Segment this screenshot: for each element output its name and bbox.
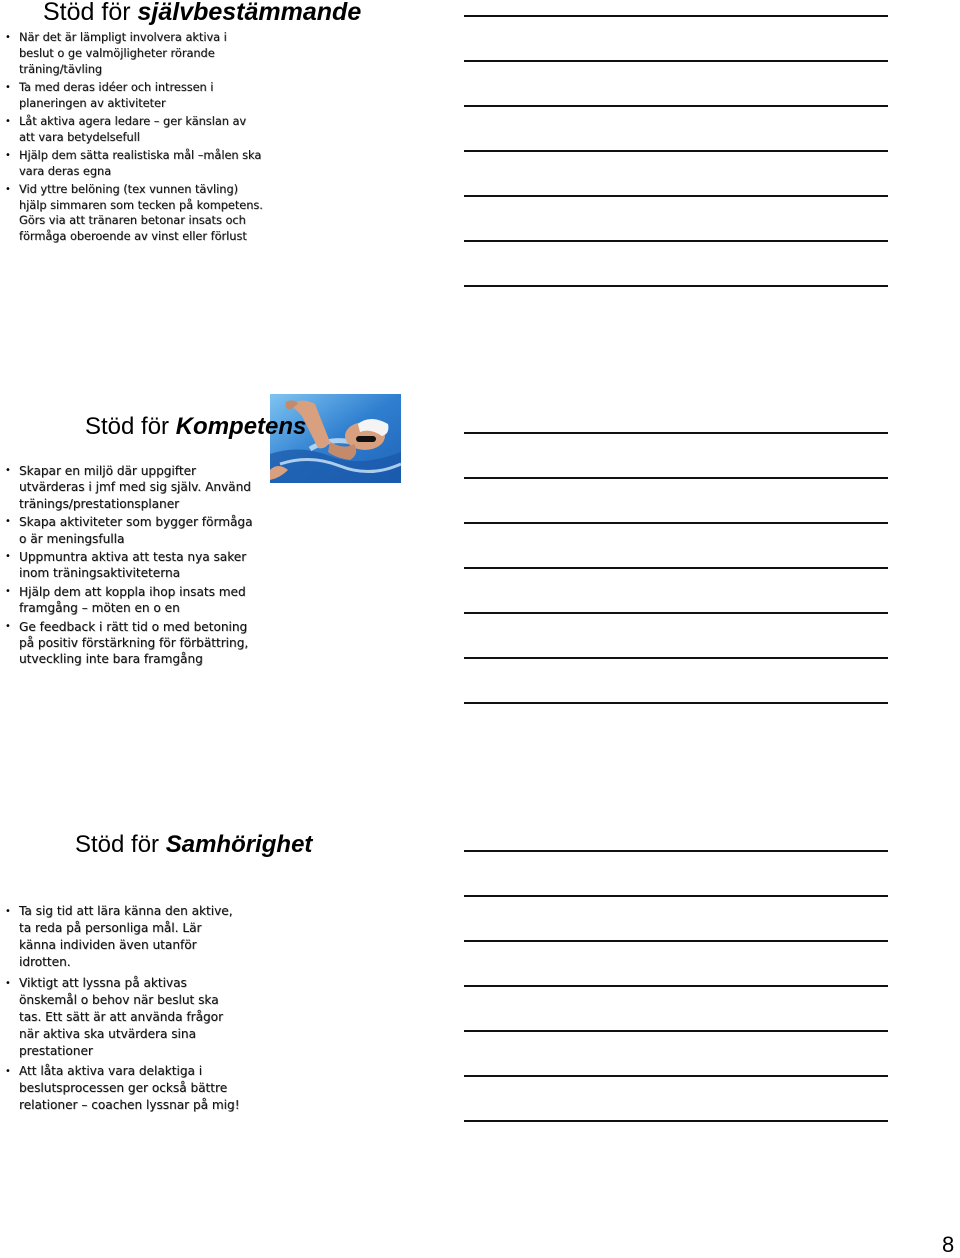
note-line (464, 240, 888, 242)
note-line (464, 940, 888, 942)
bullet-item: • Hjälp dem att koppla ihop insats med framgång – möten en o en (0, 584, 262, 617)
note-line (464, 1120, 888, 1122)
slide-samhorighet (0, 0, 460, 1150)
bullet-item: • Skapar en miljö där uppgifter utvärderas i jmf med sig själv. Använd tränings/prestationsplaner (0, 463, 262, 512)
bullet-item: • Ge feedback i rätt tid o med betoning på positiv förstärkning för förbättring, utveckling inte bara framgång (0, 619, 262, 668)
bullet-item: • När det är lämpligt involvera aktiva i beslut o ge valmöjligheter rörande träning/tävling (0, 30, 264, 77)
bullet-item: • Skapa aktiviteter som bygger förmåga o är meningsfulla (0, 514, 262, 547)
slide-title-prefix: Stöd för (43, 0, 138, 26)
slide-title-emphasis: Samhörighet (165, 831, 313, 858)
bullet-item: • Viktigt att lyssna på aktivas önskemål o behov när beslut ska tas. Ett sätt är att använda frågor när aktiva ska utvärdera sina prestationer (0, 975, 240, 1060)
slide-title (75, 831, 312, 859)
slide-title-emphasis: självbestämmande (137, 0, 362, 26)
note-line (464, 850, 888, 852)
note-line (464, 1030, 888, 1032)
note-line (464, 1075, 888, 1077)
note-line (464, 985, 888, 987)
bullet-item: • Att låta aktiva vara delaktiga i beslutsprocessen ger också bättre relationer – coachen lyssnar på mig! (0, 1063, 240, 1114)
bullet-list (0, 903, 240, 1118)
bullet-item: • Låt aktiva agera ledare – ger känslan av att vara betydelsefull (0, 114, 264, 146)
slide-title-prefix: Stöd för (75, 831, 166, 858)
slide-title-emphasis: Kompetens (175, 413, 307, 440)
note-line (464, 612, 888, 614)
note-line (464, 567, 888, 569)
note-line (464, 432, 888, 434)
bullet-item: • Vid yttre belöning (tex vunnen tävling) hjälp simmaren som tecken på kompetens. Görs via att tränaren betonar insats och förmåga oberoende av vinst eller förlust (0, 182, 264, 245)
note-line (464, 195, 888, 197)
page-number: 8 (942, 1232, 955, 1257)
note-line (464, 477, 888, 479)
note-line (464, 150, 888, 152)
note-line (464, 657, 888, 659)
slide-title-prefix: Stöd för (85, 413, 176, 440)
bullet-item: • Ta med deras idéer och intressen i planeringen av aktiviteter (0, 80, 264, 112)
bullet-item: • Hjälp dem sätta realistiska mål –målen ska vara deras egna (0, 148, 264, 180)
note-line (464, 285, 888, 287)
bullet-item: • Uppmuntra aktiva att testa nya saker inom träningsaktiviteterna (0, 549, 262, 582)
note-line (464, 895, 888, 897)
note-line (464, 60, 888, 62)
note-line (464, 702, 888, 704)
note-line (464, 522, 888, 524)
note-line (464, 15, 888, 17)
bullet-item: • Ta sig tid att lära känna den aktive, ta reda på personliga mål. Lär känna individen även utanför idrotten. (0, 903, 240, 971)
note-line (464, 105, 888, 107)
